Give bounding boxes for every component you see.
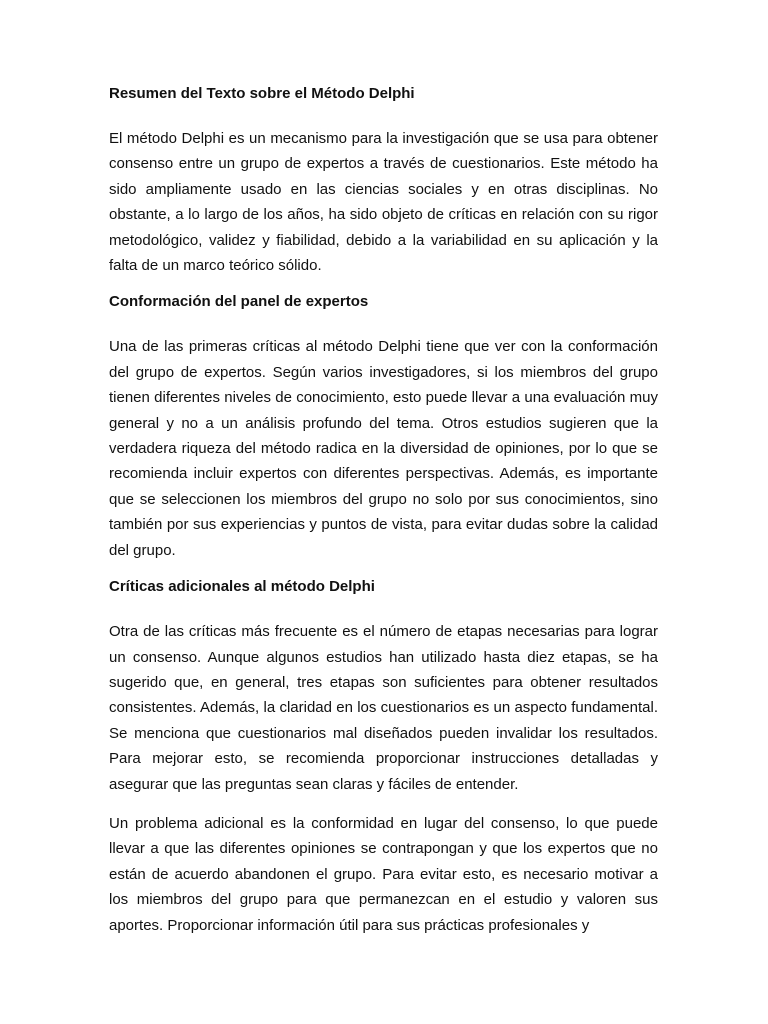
section-paragraph: Una de las primeras críticas al método Delphi tiene que ver con la conformación del grupo de expertos. Según varios investigadores, si los miembros del grupo tienen diferentes niveles de conocimiento, esto puede llevar a una evaluación muy general y no a un análisis profundo del tema. Otros estudios sugieren que la verdadera riqueza del método radica en la diversidad de opiniones, por lo que se recomienda incluir expertos con diferentes perspectivas. Además, es importante que se seleccionen los miembros del grupo no solo por sus conocimientos, sino también por sus experiencias y puntos de vista, para evitar dudas sobre la calidad del grupo. <box>109 338 658 559</box>
section-paragraph: Un problema adicional es la conformidad en lugar del consenso, lo que puede llevar a que las diferentes opiniones se contrapongan y que los expertos que no están de acuerdo abandonen el grupo. Para evitar esto, es necesario motivar a los miembros del grupo para que permanezcan en el estudio y valoren sus aportes. Proporcionar información útil para sus prácticas profesionales y <box>109 814 658 934</box>
section-heading-panel: Conformación del panel de expertos <box>109 293 369 311</box>
document-title: Resumen del Texto sobre el Método Delphi <box>109 85 415 102</box>
intro-paragraph: El método Delphi es un mecanismo para la investigación que se usa para obtener consenso entre un grupo de expertos a través de cuestionarios. Este método ha sido ampliamente usado en las ciencias sociales y en otras disciplinas. No obstante, a lo largo de los años, ha sido objeto de críticas en relación con su rigor metodológico, validez y fiabilidad, debido a la variabilidad en su aplicación y la falta de un marco teórico sólido. <box>109 130 658 275</box>
section-paragraph: Otra de las críticas más frecuente es el número de etapas necesarias para lograr un consenso. Aunque algunos estudios han utilizado hasta diez etapas, se ha sugerido que, en general, tres etapas son suficientes para obtener resultados consistentes. Además, la claridad en los cuestionarios es un aspecto fundamental. Se menciona que cuestionarios mal diseñados pueden invalidar los resultados. Para mejorar esto, se recomienda proporcionar instrucciones detalladas y asegurar que las preguntas sean claras y fáciles de entender. <box>109 623 658 793</box>
document-page <box>109 84 658 952</box>
section-heading-criticas: Críticas adicionales al método Delphi <box>109 578 375 596</box>
